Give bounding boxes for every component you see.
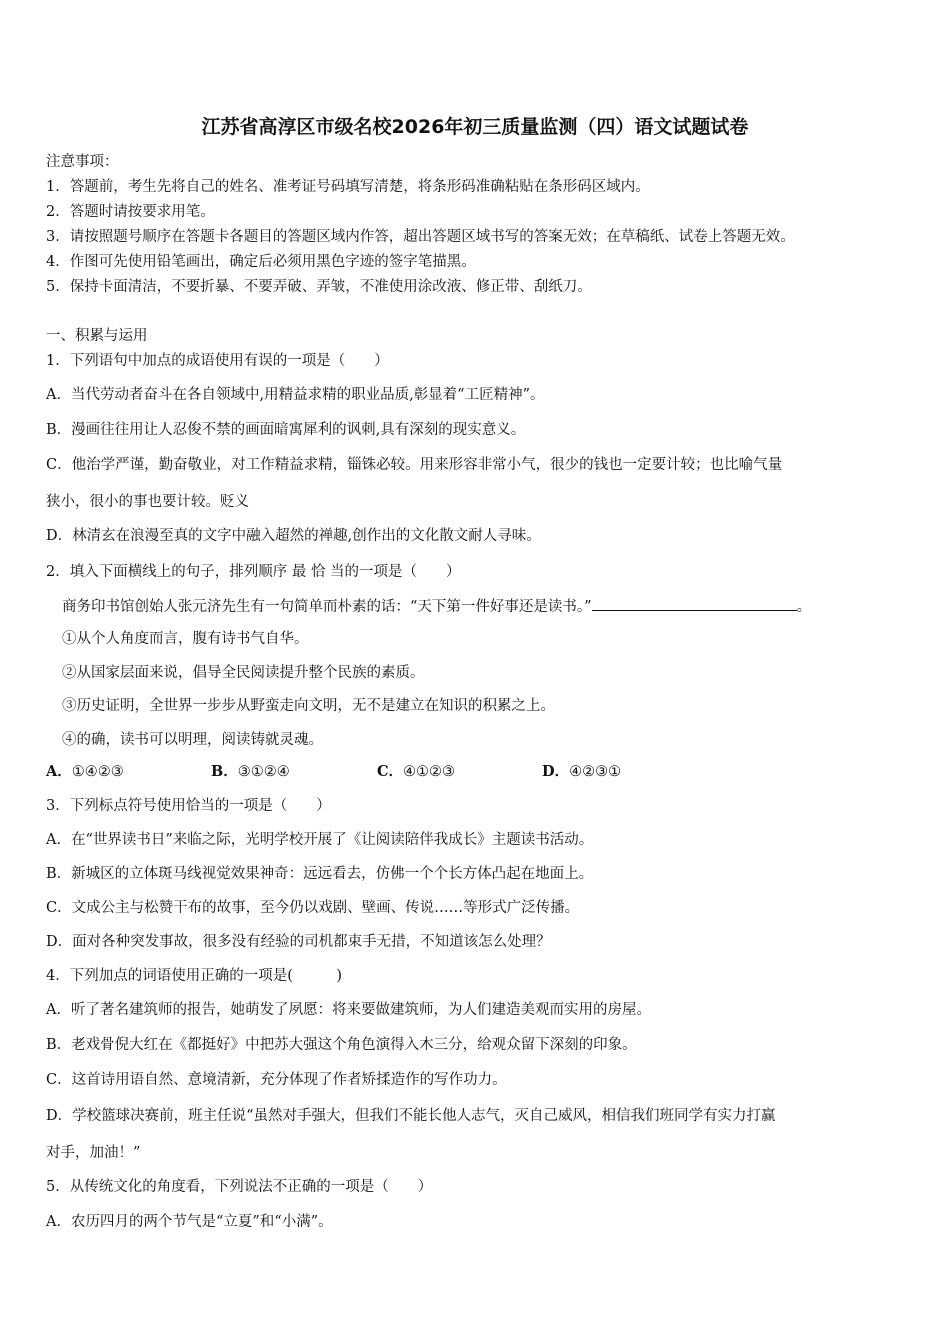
q4-stem: 4．下列加点的词语使用正确的一项是( )	[46, 968, 343, 984]
q3-option-c: C．文成公主与松赞干布的故事，至今仍以戏剧、壁画、传说……等形式广泛传播。	[46, 900, 580, 916]
q2-passage-end: 。	[796, 599, 812, 615]
option-text: ①④②③	[71, 764, 124, 780]
q4-option-d-cont: 对手，加油！”	[46, 1145, 141, 1161]
q2-passage-text: 商务印书馆创始人张元济先生有一句简单而朴素的话：“天下第一件好事还是读书。”	[62, 599, 592, 615]
option-key: C．	[377, 763, 404, 780]
q3-option-b: B．新城区的立体斑马线视觉效果神奇：远远看去，仿佛一个个长方体凸起在地面上。	[46, 866, 594, 882]
option-key: B．	[211, 763, 238, 780]
notice-item-3: 3．请按照题号顺序在答题卡各题目的答题区域内作答，超出答题区域书写的答案无效；在草稿纸、试卷上答题无效。	[46, 229, 795, 245]
q4-option-c: C．这首诗用语自然、意境清新，充分体现了作者矫揉造作的写作功力。	[46, 1072, 507, 1088]
q5-option-a: A．农历四月的两个节气是“立夏”和“小满”。	[46, 1214, 333, 1230]
q3-option-d: D．面对各种突发事故，很多没有经验的司机都束手无措，不知道该怎么处理？	[46, 934, 551, 950]
q4-option-a: A．听了著名建筑师的报告，她萌发了夙愿：将来要做建筑师，为人们建造美观而实用的房屋。	[46, 1002, 651, 1018]
notice-item-5: 5．保持卡面清洁，不要折暴、不要弄破、弄皱，不准使用涂改液、修正带、刮纸刀。	[46, 279, 592, 295]
q2-option-d	[542, 762, 621, 782]
q3-stem: 3．下列标点符号使用恰当的一项是（ ）	[46, 798, 331, 814]
q2-passage	[62, 596, 811, 617]
q1-option-a: A．当代劳动者奋斗在各自领域中,用精益求精的职业品质,彰显着“工匠精神”。	[46, 387, 545, 403]
section-heading: 一、积累与运用	[46, 328, 148, 344]
option-key: A．	[46, 763, 72, 780]
q3-option-a: A．在“世界读书日”来临之际，光明学校开展了《让阅读陪伴我成长》主题读书活动。	[46, 832, 594, 848]
q2-sentence-4: ④的确，读书可以明理，阅读铸就灵魂。	[62, 732, 323, 748]
option-text: ④②③①	[569, 764, 622, 780]
q2-option-c	[377, 762, 455, 782]
q1-stem: 1．下列语句中加点的成语使用有误的一项是（ ）	[46, 353, 389, 369]
option-key: D．	[542, 763, 570, 780]
q2-sentence-1: ①从个人角度而言，腹有诗书气自华。	[62, 631, 309, 647]
q2-sentence-3: ③历史证明，全世界一步步从野蛮走向文明，无不是建立在知识的积累之上。	[62, 698, 555, 714]
q2-option-a	[46, 762, 124, 782]
notice-item-1: 1．答题前，考生先将自己的姓名、准考证号码填写清楚，将条形码准确粘贴在条形码区域内。	[46, 179, 650, 195]
notice-heading: 注意事项：	[46, 154, 119, 170]
option-text: ③①②④	[237, 764, 290, 780]
notice-item-4: 4．作图可先使用铅笔画出，确定后必须用黑色字迹的签字笔描黑。	[46, 254, 476, 270]
page-title: 江苏省高淳区市级名校2026年初三质量监测（四）语文试题试卷	[201, 116, 749, 138]
q2-sentence-2: ②从国家层面来说，倡导全民阅读提升整个民族的素质。	[62, 665, 425, 681]
answer-blank	[592, 596, 797, 611]
q4-option-d: D．学校篮球决赛前，班主任说“虽然对手强大，但我们不能长他人志气，灭自己威风，相信我们班同学有实力打赢	[46, 1108, 776, 1124]
q1-option-d: D．林清玄在浪漫至真的文字中融入超然的禅趣,创作出的文化散文耐人寻味。	[46, 528, 541, 544]
q2-stem: 2．填入下面横线上的句子，排列顺序 最 恰 当的一项是（ ）	[46, 564, 461, 580]
q1-option-c-cont: 狭小，很小的事也要计较。贬义	[46, 494, 249, 510]
q5-stem: 5．从传统文化的角度看，下列说法不正确的一项是（ ）	[46, 1179, 433, 1195]
notice-item-2: 2．答题时请按要求用笔。	[46, 204, 215, 220]
q1-option-b: B．漫画往往用让人忍俊不禁的画面暗寓犀利的讽刺,具有深刻的现实意义。	[46, 422, 526, 438]
q1-option-c: C．他治学严谨，勤奋敬业，对工作精益求精，锱铢必较。用来形容非常小气，很少的钱也一定要计较；也比喻气量	[46, 457, 783, 473]
q2-option-b	[211, 762, 290, 782]
q4-option-b: B．老戏骨倪大红在《都挺好》中把苏大强这个角色演得入木三分，给观众留下深刻的印象。	[46, 1037, 637, 1053]
option-text: ④①②③	[403, 764, 456, 780]
